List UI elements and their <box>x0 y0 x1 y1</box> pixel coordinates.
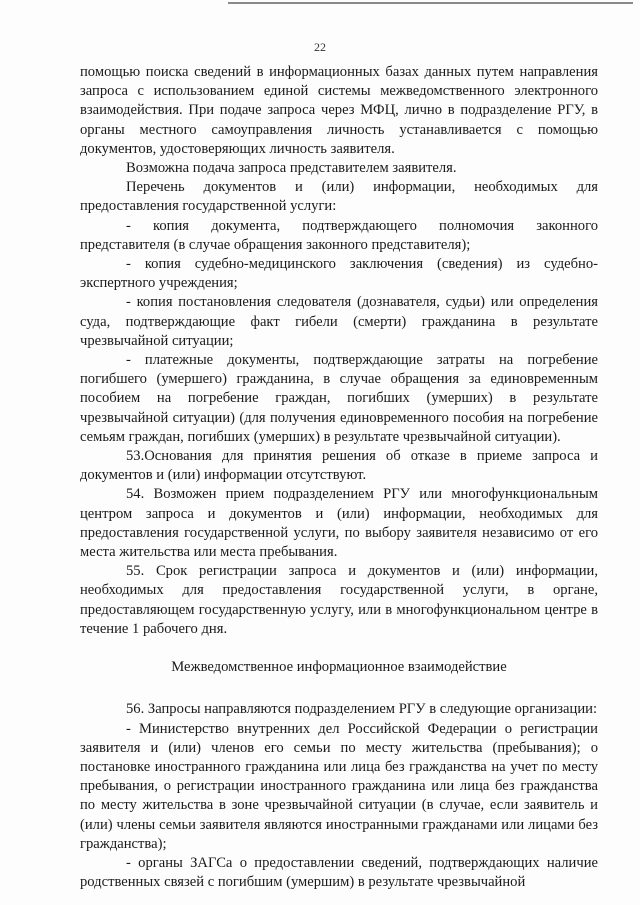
list-item-registry-office: - органы ЗАГСа о предоставлении сведений, подтверждающих наличие родственных связей с погибшим (умершим) в результате чрезвычайной <box>80 854 598 891</box>
list-item-interior-ministry: - Министерство внутренних дел Российской Федерации о регистрации заявителя и (или) членов его семьи по месту жительства (пребывания); о постановке иностранного гражданина или лица без гражданства на учет по месту пребывания, о регистрации иностранного гражданина или лица без гражданства по месту жительства в зоне чрезвычайной ситуации (в случае, если заявитель и (или) члены семьи заявителя являются иностранными гражданами или лицами без гражданства); <box>80 720 598 852</box>
list-item-representative-copy: - копия документа, подтверждающего полномочия законного представителя (в случае обращения законного представителя); <box>80 217 598 253</box>
paragraph-representative: Возможна подача запроса представителем заявителя. <box>126 160 457 177</box>
paragraph-53: 53.Основания для принятия решения об отказе в приеме запроса и документов и (или) информации отсутствуют. <box>80 448 598 484</box>
page-number: 22 <box>314 40 326 54</box>
paragraph-54: 54. Возможен прием подразделением РГУ или многофункциональным центром запроса и документов и (или) информации, необходимых для предоставления государственной услуги, по выбору заявителя независимо от его места жительства или места пребывания. <box>80 486 598 561</box>
list-item-investigator-resolution: - копия постановления следователя (дознавателя, судьи) или определения суда, подтверждающие факт гибели (смерти) гражданина в результате чрезвычайной ситуации; <box>80 294 598 349</box>
top-border-line <box>228 2 633 4</box>
paragraph-document-list-intro: Перечень документов и (или) информации, необходимых для предоставления государственной услуги: <box>80 179 598 215</box>
paragraph-55: 55. Срок регистрации запроса и документов и (или) информации, необходимых для предоставления государственной услуги, в органе, предоставляющем государственную услугу, или в многофункциональном центре в течение 1 рабочего дня. <box>80 563 598 637</box>
list-item-payment-documents: - платежные документы, подтверждающие затраты на погребение погибшего (умершего) гражданина, в случае обращения за единовременным пособием на погребение граждан, погибших (умерших) в результате чрезвычайной ситуации) (для получения единовременного пособия на погребение семьям граждан, погибших (умерших) в результате чрезвычайной ситуации). <box>80 352 598 445</box>
section-heading: Межведомственное информационное взаимодействие <box>171 659 507 676</box>
paragraph-continuation: помощью поиска сведений в информационных базах данных путем направления запроса с использованием единой системы межведомственного электронного взаимодействия. При подаче запроса через МФЦ, лично в подразделение РГУ, в органы местного самоуправления личность устанавливается с помощью документов, удостоверяющих личность заявителя. <box>80 64 598 157</box>
document-body <box>80 63 598 892</box>
list-item-forensic-conclusion: - копия судебно-медицинского заключения (сведения) из судебно-экспертного учреждения; <box>80 256 598 292</box>
paragraph-56: 56. Запросы направляются подразделением РГУ в следующие организации: <box>126 701 598 718</box>
